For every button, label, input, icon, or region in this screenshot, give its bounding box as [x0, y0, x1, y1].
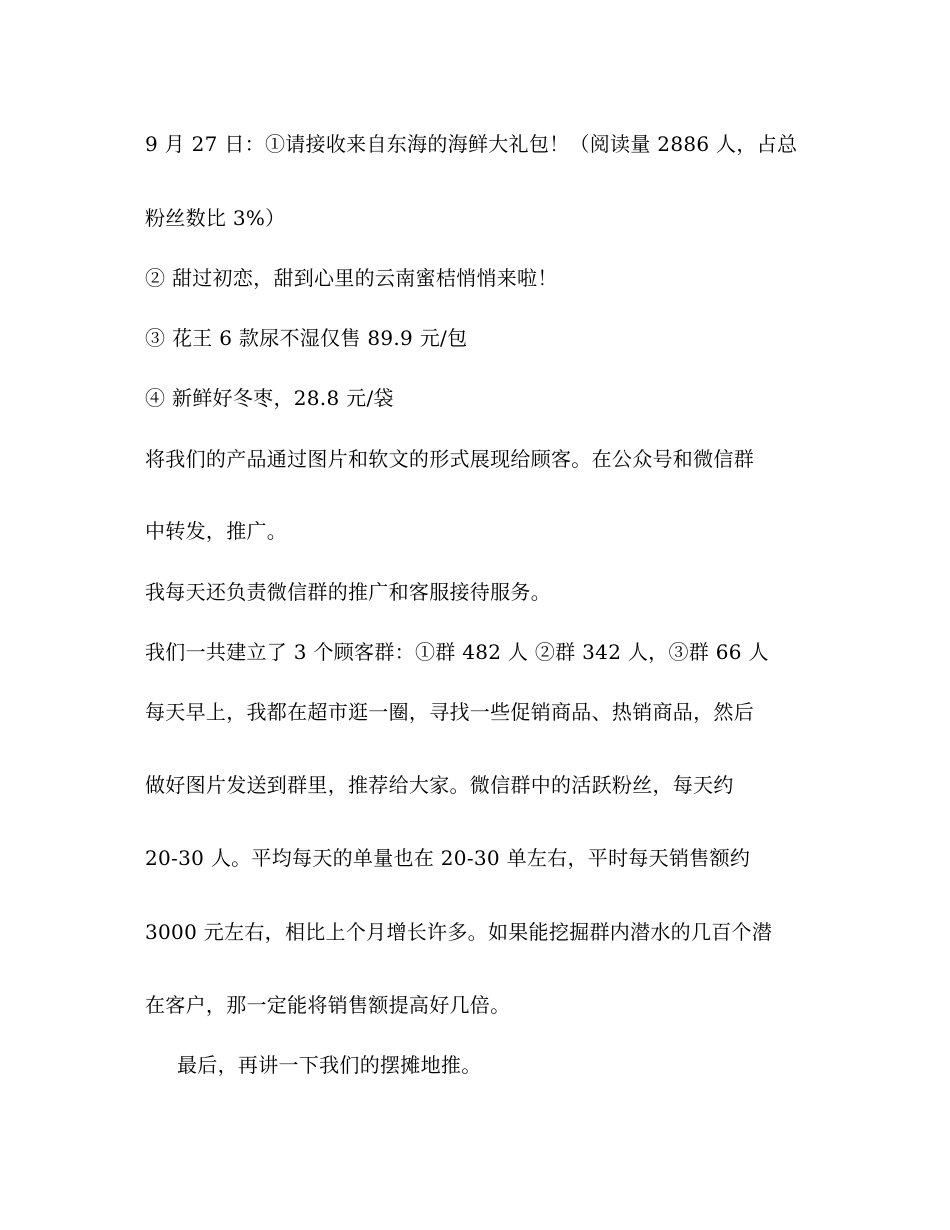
- text-line: 我每天还负责微信群的推广和客服接待服务。: [145, 580, 551, 604]
- text-line: 将我们的产品通过图片和软文的形式展现给顾客。在公众号和微信群: [145, 447, 754, 471]
- text-line: ③ 花王 6 款尿不湿仅售 89.9 元/包: [145, 326, 468, 350]
- text-line: 我们一共建立了 3 个顾客群：①群 482 人 ②群 342 人，③群 66 人: [145, 640, 769, 664]
- text-line: 3000 元左右，相比上个月增长许多。如果能挖掘群内潜水的几百个潜: [145, 920, 773, 944]
- text-line: 每天早上，我都在超市逛一圈，寻找一些促销商品、热销商品，然后: [145, 700, 754, 724]
- text-line: 粉丝数比 3%）: [145, 206, 286, 230]
- text-line: 最后，再讲一下我们的摆摊地推。: [177, 1053, 482, 1077]
- text-line: 20-30 人。平均每天的单量也在 20-30 单左右，平时每天销售额约: [145, 846, 751, 870]
- text-line: 中转发，推广。: [145, 519, 288, 543]
- text-line: ② 甜过初恋，甜到心里的云南蜜桔悄悄来啦！: [145, 266, 558, 290]
- text-line: 9 月 27 日：①请接收来自东海的海鲜大礼包！（阅读量 2886 人，占总: [145, 132, 798, 156]
- text-line: 在客户，那一定能将销售额提高好几倍。: [145, 993, 511, 1017]
- text-line: 做好图片发送到群里，推荐给大家。微信群中的活跃粉丝，每天约: [145, 773, 734, 797]
- text-line: ④ 新鲜好冬枣，28.8 元/袋: [145, 386, 394, 410]
